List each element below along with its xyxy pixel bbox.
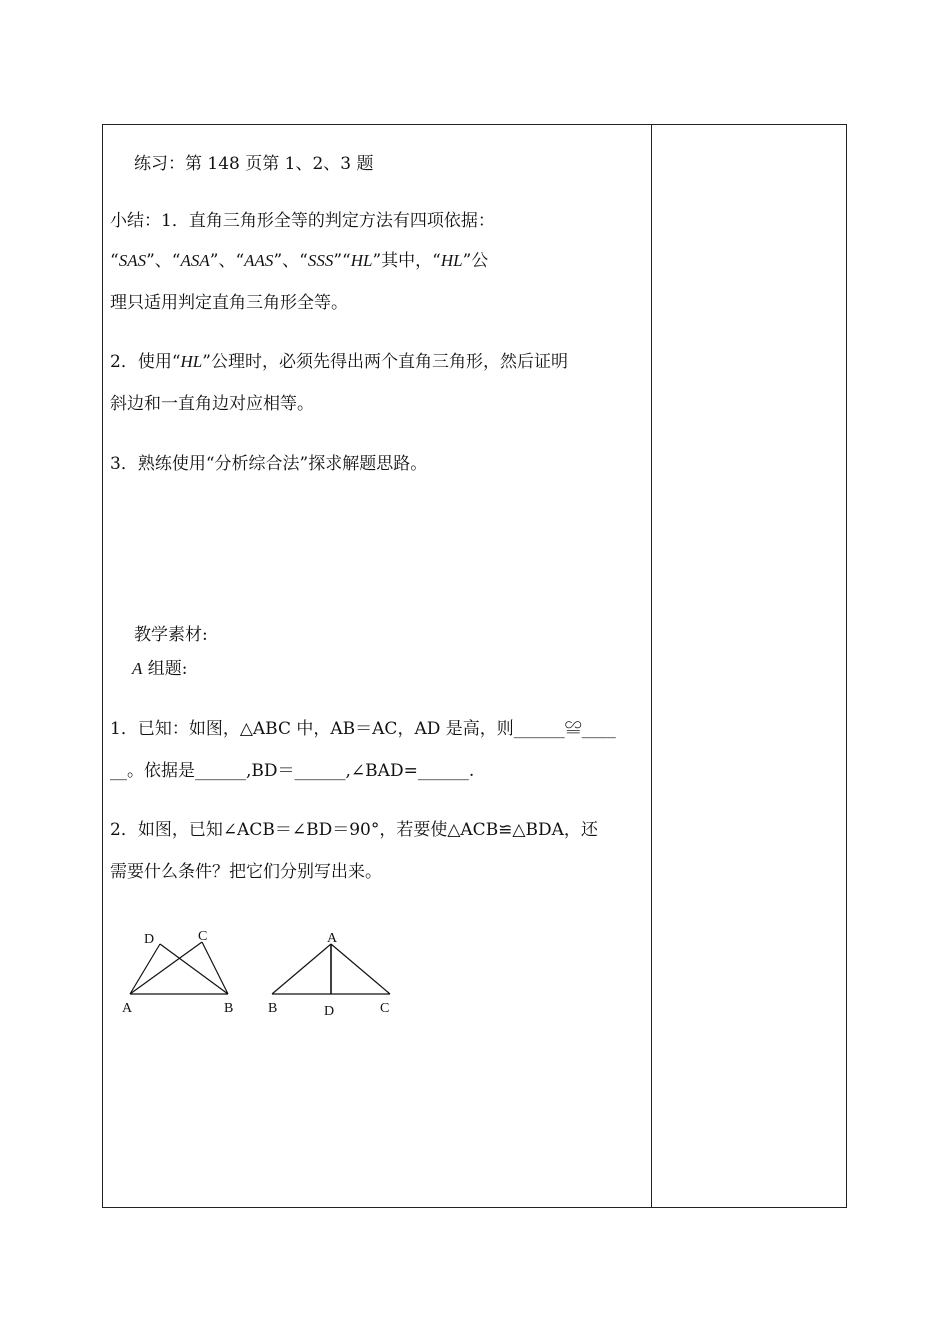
text-segment: ”公理时，必须先得出两个直角三角形，然后证明 xyxy=(202,352,568,372)
question2-line2: 需要什么条件？把它们分别写出来。 xyxy=(110,862,382,882)
term-hl: HL xyxy=(350,251,373,270)
separator: ”、“ xyxy=(146,251,181,271)
label-a: A xyxy=(327,931,338,946)
label-c: C xyxy=(380,1001,390,1016)
term-sss: SSS xyxy=(307,251,334,270)
separator: ”、“ xyxy=(209,251,245,271)
table-frame xyxy=(102,124,847,1208)
materials-title: 教学素材: xyxy=(134,625,208,645)
group-letter: A xyxy=(132,659,143,678)
segment-db xyxy=(160,944,228,994)
question1-line1: 1．已知：如图，△ABC 中，AB＝AC，AD 是高，则______≌____ xyxy=(110,719,616,739)
separator: ”、“ xyxy=(273,251,308,271)
term-aas: AAS xyxy=(244,251,274,270)
separator: ”“ xyxy=(333,251,351,271)
summary-item2-line2: 斜边和一直角边对应相等。 xyxy=(110,394,314,414)
segment-ab xyxy=(272,944,331,994)
label-d: D xyxy=(144,932,155,947)
summary-item1-line1: 小结：1．直角三角形全等的判定方法有四项依据： xyxy=(110,211,495,231)
segment-ad xyxy=(130,944,160,994)
label-a: A xyxy=(122,1001,133,1016)
segment-ac xyxy=(130,942,202,994)
summary-item2-line1 xyxy=(110,351,568,373)
label-c: C xyxy=(198,929,208,944)
column-divider xyxy=(651,124,652,1208)
term-sas: SAS xyxy=(118,251,147,270)
label-d: D xyxy=(324,1004,335,1019)
question2-line1: 2．如图，已知∠ACB＝∠BD＝90°，若要使△ACB≌△BDA，还 xyxy=(110,820,598,840)
summary-item1-line2 xyxy=(110,250,488,272)
segment-cb xyxy=(202,942,228,994)
figure-isosceles-triangle xyxy=(262,926,402,1026)
segment-ac xyxy=(331,944,390,994)
label-b: B xyxy=(224,1001,234,1016)
term-asa: ASA xyxy=(180,251,210,270)
label-b: B xyxy=(268,1001,278,1016)
term-hl: HL xyxy=(440,251,463,270)
summary-item3: 3．熟练使用“分析综合法”探求解题思路。 xyxy=(110,454,428,474)
separator: ”其中，“ xyxy=(372,251,441,271)
figure-quadrilateral xyxy=(110,920,250,1020)
separator: ”公 xyxy=(462,251,489,271)
quote-mark: “ xyxy=(110,251,119,271)
group-heading xyxy=(132,658,188,680)
question1-line2: __。依据是______,BD＝______,∠BAD=______. xyxy=(110,761,475,781)
group-label: 组题: xyxy=(142,659,188,679)
text-segment: 2．使用“ xyxy=(110,352,181,372)
summary-item1-line3: 理只适用判定直角三角形全等。 xyxy=(110,293,348,313)
term-hl: HL xyxy=(180,352,203,371)
exercise-line: 练习：第 148 页第 1、2、3 题 xyxy=(134,154,374,174)
